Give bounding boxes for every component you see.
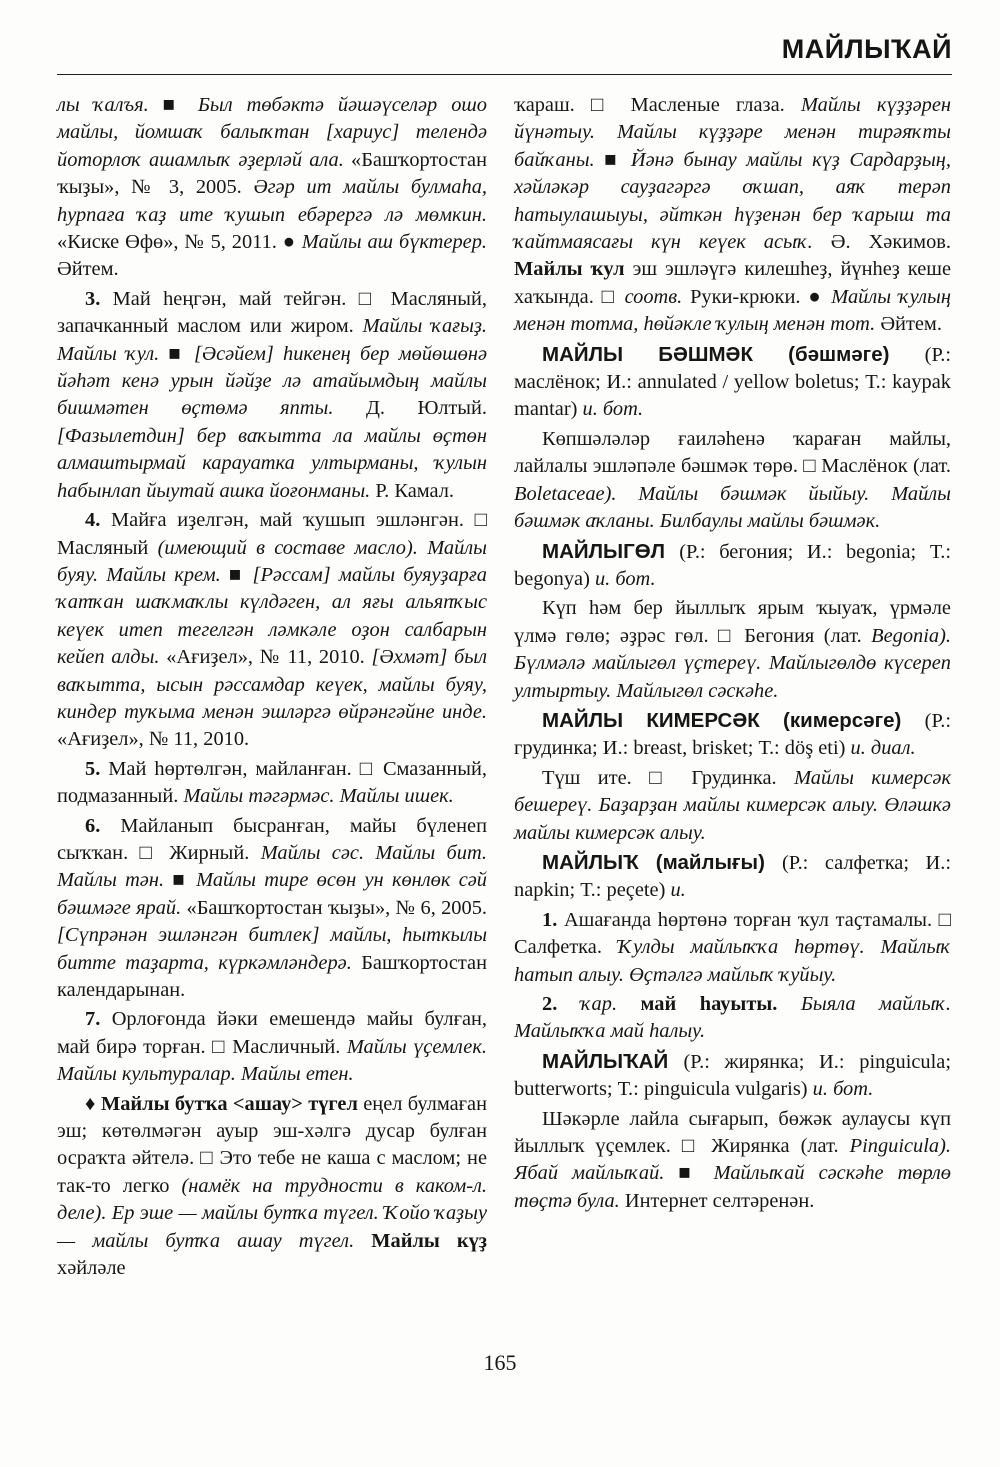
right-paragraph <box>514 538 951 594</box>
left-paragraph <box>57 756 487 811</box>
italic-text: [Сүпрәнән эшләнгән битлек] майлы, һыткылы битте таҙарта, күркәмләндерә. <box>57 924 487 974</box>
entry-headword: МАЙЛЫҠ (майлығы) <box>542 850 782 874</box>
italic-text: Begonia). Бүлмәлә майлыгөл үҫтереү. Майлыгөлдө күсереп ултыртыу. Майлыгөл сәскәһе. <box>514 624 951 702</box>
italic-text: Быяла майлыҡ. Майлыҡҡа май һалыу. <box>514 993 952 1043</box>
text-run: Ә. Хәкимов. <box>830 231 951 254</box>
right-paragraph <box>514 595 951 705</box>
text-run: Көпшәләләр ғаиләһенә ҡараған майлы, лайлалы эшләпәле бәшмәк төрө. □ Маслёнок (лат. <box>514 427 951 478</box>
italic-text: Майлы аш бүктерер. <box>301 231 487 254</box>
right-paragraph <box>514 849 951 905</box>
text-run: еңел булмаған эш; көтөлмәгән ауыр эш-хәлгә дусар булған осраҡта әйтелә. □ Это тебе не каша с маслом; не так-то легко <box>57 1092 487 1197</box>
text-run: Майланып бысранған, майы бүленеп сыҡҡан. □ Жирный. <box>57 814 487 864</box>
right-paragraph <box>514 907 951 989</box>
italic-text: [Әхмәт] был ваҡытта, ысын рәссамдар кеүек, майлы буяу, киндер туҡыма менән эшләргә өйрәнгәйне инде. <box>57 646 487 723</box>
running-head: МАЙЛЫҠАЙ <box>781 34 952 64</box>
bold-text: 4. <box>85 509 112 532</box>
right-paragraph <box>514 92 951 339</box>
italic-text: ҡар. <box>580 993 641 1015</box>
italic-text: Майлы ҡағыҙ. Майлы ҡул. ■ [Әсәйем] һикенең бер мөйөшөнә йәһәт кенә урын йәйҙе лә атайымдың майлы бишмәтен өҫтөмә япты. <box>57 315 488 420</box>
left-paragraph <box>57 92 487 284</box>
text-run: Ашағанда һөртөнә торған ҡул таҫтамалы. □ Салфетка. <box>514 908 951 959</box>
entry-headword: МАЙЛЫГӨЛ <box>542 539 680 563</box>
text-run: Руки-крюки. ● <box>690 285 832 308</box>
italic-text: и. <box>670 879 686 902</box>
text-run: Р. Камал. <box>375 479 455 502</box>
text-run: Шәкәрле лайла сығарып, бөжәк аулаусы күп йыллыҡ үҫемлек. □ Жирянка (лат. <box>514 1107 951 1158</box>
italic-text: и. бот. <box>812 1078 874 1101</box>
italic-text: Майлы ҡулың менән тотма, һөйәкле ҡулың менән тот. <box>514 285 951 336</box>
text-run: Түш ите. □ Грудинка. <box>542 766 795 789</box>
text-run: хәйләле <box>57 1257 126 1280</box>
bold-text: 2. <box>542 993 581 1015</box>
right-paragraph <box>514 426 951 536</box>
bold-text: Майлы күҙ <box>371 1229 488 1252</box>
entry-headword: МАЙЛЫ БӘШМӘК (бәшмәге) <box>542 342 925 366</box>
italic-text: Майлы тәгәрмәс. Майлы ишек. <box>183 785 454 808</box>
text-run: Орлоғонда йәки емешендә майы булған, май бирә торған. □ Масличный. <box>57 1008 488 1058</box>
text-run: Майға иҙелгән, май ҡушып эшләнгән. □ Масляный <box>57 509 487 559</box>
italic-text: лы ҡалъя. ■ Был төбәктә йәшәүселәр ошо майлы, йомшаҡ балыҡтан [хариус] телендә йоторлоҡ ашамлыҡ әҙерләй ала. <box>57 94 487 171</box>
text-run: Май һөртөлгән, майланған. □ Смазанный, подмазанный. <box>57 757 487 808</box>
entry-headword: МАЙЛЫҠАЙ <box>542 1049 684 1073</box>
text-run: Әйтем. <box>880 313 942 336</box>
page-number: 165 <box>483 1350 517 1375</box>
text-run: (Р.: бегония; И.: begonia; Т.: begonya) <box>514 540 951 590</box>
italic-text: и. бот. <box>582 398 644 421</box>
italic-text: [Фазылетдин] бер ваҡытта ла майлы өҫтөн алмаштырмай карауатка ултырманы, ҡулын һабынлап йыуmaй ашка йоғонманы. <box>57 424 487 502</box>
italic-text: Майлы үҫемлек. Майлы культуралар. Майлы етен. <box>57 1035 487 1086</box>
bold-text: май һауыты. <box>640 993 801 1015</box>
text-run: Май һеңгән, май тейгән. □ Масляный, запачканный маслом или жиром. <box>57 287 487 338</box>
bold-text: 6. <box>85 814 121 837</box>
italic-text: Майлы кимерсәк бешереү. Баҙарҙан майлы кимерсәк алыу. Өләшкә майлы кимерсәк алыу. <box>514 766 951 844</box>
bold-text: Майлы ҡул <box>514 258 633 281</box>
bold-text: 7. <box>85 1008 112 1031</box>
text-run: (Р.: салфетка; И.: napkin; Т.: peçete) <box>514 851 951 902</box>
text-run: «Ағиҙел», № 11, 2010. <box>166 646 372 669</box>
text-run: Башҡортостан календарынан. <box>57 951 487 1001</box>
text-run: эш эшләүгә килешһеҙ, йүнһеҙ кеше хаҡында. □ <box>514 258 952 308</box>
italic-text: Boletaceae). Майлы бәшмәк йыйыу. Майлы бәшмәк аҡланы. Билбаулы майлы бәшмәк. <box>514 482 951 533</box>
bold-text: 1. <box>542 908 564 931</box>
italic-text: соотв. <box>624 285 691 308</box>
italic-text: Әгәр ит майлы булмаһа, һурпаға ҡаҙ ите ҡушып ебәрергә лә мөмкин. <box>57 176 487 226</box>
text-run: «Башҡортостан ҡыҙы», № 6, 2005. <box>186 896 487 919</box>
left-column <box>57 92 487 1284</box>
left-paragraph <box>57 286 487 505</box>
right-paragraph <box>514 707 951 763</box>
header-rule <box>57 74 952 75</box>
italic-text: и. бот. <box>594 567 656 590</box>
right-paragraph <box>514 991 951 1046</box>
right-paragraph <box>514 1048 951 1104</box>
italic-text: Pinguicula). Ябай майлыҡай. ■ Майлыҡай сәскәһе төрлө төҫтә була. <box>514 1135 951 1212</box>
text-run: Күп һәм бер йыллыҡ ярым ҡыуаҡ, үрмәле үлмә гөлө; әҙрәс гөл. □ Бегония (лат. <box>514 597 951 647</box>
italic-text: Майлы күҙҙәрен йүнәтыу. Майлы күҙҙәре менән тирәяҡты байҡаны. ■ Йәнә бынау майлы күҙ Сардарҙың, хәйләкәр сауҙагәргә оҡшап, аяҡ терәп һатыулашыуы, әйткән һүҙенән бер ҡарыш та ҡайтмаясағы күн кеүек асыҡ. <box>514 94 951 254</box>
text-run: ҡараш. □ Масленые глаза. <box>514 94 801 116</box>
italic-text: и. диал. <box>850 737 916 760</box>
italic-text: Ҡулды майлыҡҡа һөртөү. Майлыҡ һатып алыу. Өҫтәлгә майлыҡ ҡуйыу. <box>514 936 951 986</box>
bold-text: ♦ Майлы бутҡа <ашау> түгел <box>85 1092 364 1115</box>
right-paragraph <box>514 341 951 424</box>
text-run: «Башҡортостан ҡыҙы», № 3, 2005. <box>57 148 487 199</box>
italic-text: (имеющий в составе масло). Майлы буяу. Майлы крем. ■ [Рәссам] майлы буяуҙарға ҡатҡан шаҡмаҡлы күлдәген, ал яғы альяпҡыс кеүек итеп тегелгән ләмкәле оҙон салбарын кейеп алды. <box>57 536 487 669</box>
italic-text: Майлы сәс. Майлы бит. Майлы тән. ■ Майлы тире өсөн ун көнлөк сәй бәшмәге ярай. <box>57 841 488 919</box>
text-run: «Киске Өфө», № 5, 2011. ● <box>57 231 302 254</box>
text-run: (Р.: грудинка; И.: breast, brisket; Т.: döş eti) <box>514 709 951 760</box>
text-run: Д. Юлтый. <box>365 397 487 420</box>
text-run: «Ағиҙел», № 11, 2010. <box>57 728 250 751</box>
bold-text: 5. <box>85 757 109 780</box>
text-run: (Р.: жирянка; И.: pinguicula; butterworts; Т.: pinguicula vulgaris) <box>514 1050 951 1101</box>
right-paragraph <box>514 765 951 847</box>
text-run: Интернет селтәренән. <box>624 1189 815 1212</box>
left-paragraph <box>57 813 487 1005</box>
left-paragraph <box>57 507 487 754</box>
italic-text: (намёк на трудности в каком-л. деле). Ер эше — майлы бутҡа түгел. Ҡойо ҡаҙыу — майлы бутҡа ашау түгел. <box>57 1174 487 1252</box>
left-paragraph <box>57 1006 487 1088</box>
bold-text: 3. <box>85 287 113 310</box>
right-paragraph <box>514 1106 951 1216</box>
text-run: Әйтем. <box>57 258 119 281</box>
left-paragraph <box>57 1091 487 1283</box>
entry-headword: МАЙЛЫ КИМЕРСӘК (кимерсәге) <box>542 708 925 732</box>
right-column <box>514 92 951 1217</box>
text-run: (Р.: маслёнок; И.: annulated / yellow boletus; Т.: kaypak mantar) <box>514 343 951 421</box>
